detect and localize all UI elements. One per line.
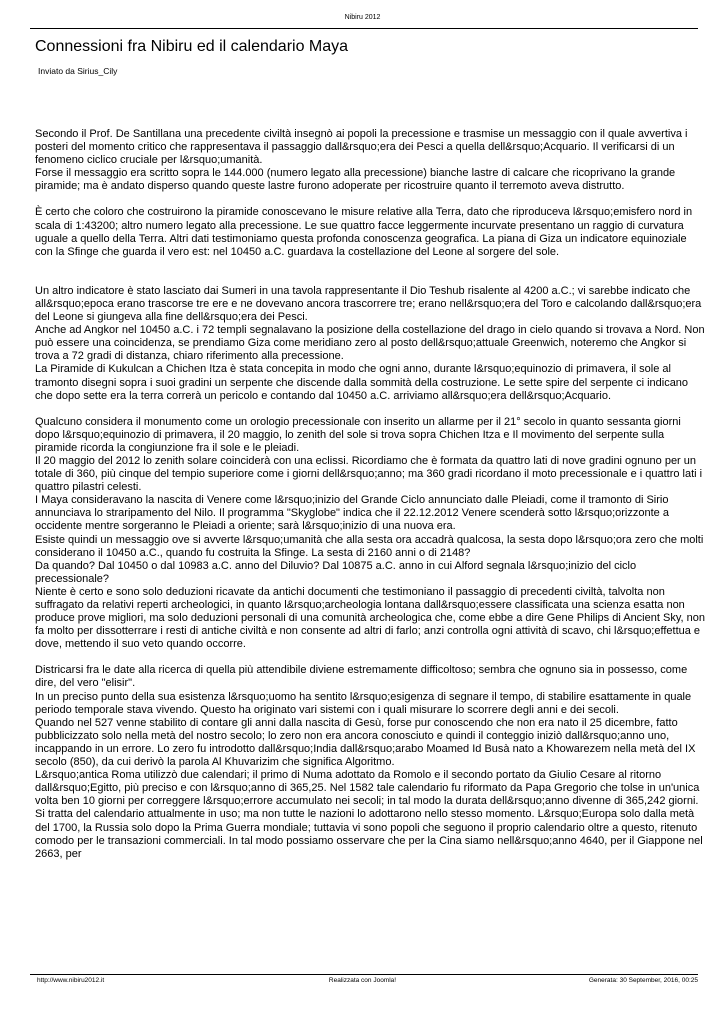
article-paragraph: È certo che coloro che costruirono la piramide conoscevano le misure relative alla Terra, dato che riproduceva l&rsquo;emisfero nord in scala di 1:43200; altro numero legato alla precessione. Le sue quattro facce leggermente incurvate presentano un raggio di curvatura uguale a quello della Terra. Altri dati testimoniamo questa profonda conoscenza geografica. La piana di Giza un indicatore equinoziale con la Sfinge che guarda il vero est: nel 10450 a.C. guardava la costellazione del Leone al sorgere del sole.: [35, 206, 693, 258]
article-body: [35, 128, 705, 874]
article-paragraph: Qualcuno considera il monumento come un orologio precessionale con inserito un allarme per il 21° secolo in quanto sessanta giorni dopo l&rsquo;equinozio di primavera, il 20 maggio, lo zenith del sole si trova sopra Chichen Itza e Il movimento del serpente sulla piramide ricorda la congiunzione fra il sole e le pleiadi. Il 20 maggio del 2012 lo zenith solare coinciderà con una eclissi. Ricordiamo che è formata da quattro lati di nove gradini ognuno per un totale di 360, più cinque del tempio superiore come i giorni dell&rsquo;anno; ma 360 gradi ricordano il moto precessionale e i quattro lati i quattro pilastri celesti. I Maya consideravano la nascita di Venere come l&rsquo;inizio del Grande Ciclo annunciato dalle Pleiadi, come il tramonto di Sirio annunciava lo straripamento del Nilo. Il programma "Skyglobe" indica che il 22.12.2012 Venere scenderà sotto l&rsquo;orizzonte a occidente mentre sorgeranno le Pleiadi a oriente; sarà l&rsquo;inizio di una nuova era. Esiste quindi un messaggio ove si avverte l&rsquo;umanità che alla sesta ora accadrà qualcosa, la sesta dopo l&rsquo;ora zero che molti considerano il 10450 a.C., quando fu costruita la Sfinge. La sesta di 2160 anni o di 2148? Da quando? Dal 10450 o dal 10983 a.C. anno del Diluvio? Dal 10875 a.C. anno in cui Alford segnala l&rsquo;inizio del ciclo precessionale? Niente è certo e sono solo deduzioni ricavate da antichi documenti che testimoniano il passaggio di precedenti civiltà, talvolta non suffragato da relativi reperti archeologici, in quanto l&rsquo;archeologia lontana dall&rsquo;essere classificata una scienza esatta non produce prove migliori, ma solo deduzioni personali di una comunità archeologica che, come ebbe a dire Gene Philips di Ancient Sky, non fa molto per dissotterrare i resti di antiche civiltà e non consente ad altri di farlo; anzi controlla ogni attività di scavo, chi l&rsquo;effettua e dove, mettendo il suo veto quando occorre.: [35, 415, 705, 651]
footer-site-url: http://www.nibiru2012.it: [37, 977, 105, 984]
article-title: Connessioni fra Nibiru ed il calendario Maya: [35, 38, 349, 55]
header-divider: [30, 28, 698, 29]
footer-generated-date: Generata: 30 September, 2016, 00:25: [588, 977, 698, 984]
footer-credit: Realizzata con Joomla!: [328, 977, 397, 984]
article-author: Inviato da Sirius_Cily: [38, 66, 118, 76]
article-paragraph: Districarsi fra le date alla ricerca di quella più attendibile diviene estremamente difficoltoso; sembra che ognuno sia in possesso, come dire, del vero "elisir". In un preciso punto della sua esistenza l&rsquo;uomo ha sentito l&rsquo;esigenza di segnare il tempo, di stabilire esattamente in quale periodo temporale stava vivendo. Questo ha originato vari sistemi con i quali misurare lo scorrere degli anni e dei secoli. Quando nel 527 venne stabilito di contare gli anni dalla nascita di Gesù, forse pur conoscendo che non era nato il 25 dicembre, fatto pubblicizzato solo nella metà del nostro secolo; lo zero non era ancora conosciuto e quindi il conteggio iniziò dall&rsquo;anno uno, incappando in un errore. Lo zero fu introdotto dall&rsquo;India dall&rsquo;arabo Moamed Id Busà nato a Khowarezem nella metà del IX secolo (850), da cui derivò la parola Al Khuvarizim che significa Algoritmo. L&rsquo;antica Roma utilizzò due calendari; il primo di Numa adottato da Romolo e il secondo portato da Giulio Cesare al ritorno dall&rsquo;Egitto, più preciso e con l&rsquo;anno di 365,25. Nel 1582 tale calendario fu riformato da Papa Gregorio che tolse in un'unica volta ben 10 giorni per correggere l&rsquo;errore accumulato nei secoli; in tal modo la durata dell&rsquo;anno divenne di 365,242 giorni. Si tratta del calendario attualmente in uso; ma non tutte le nazioni lo adottarono nello stesso momento. L&rsquo;Europa solo dalla metà del 1700, la Russia solo dopo la Prima Guerra mondiale; tuttavia vi sono popoli che seguono il proprio calendario oltre a questo, ritenuto comodo per le transazioni commerciali. In tal modo possiamo osservare che per la Cina siamo nell&rsquo;anno 4640, per il Giappone nel 2663, per: [35, 664, 703, 860]
footer-divider: [30, 974, 698, 975]
page-header-title: Nibiru 2012: [344, 14, 381, 21]
article-paragraph: Un altro indicatore è stato lasciato dai Sumeri in una tavola rappresentante il Dio Teshub risalente al 4200 a.C.; vi sarebbe indicato che all&rsquo;epoca erano trascorse tre ere e ne dovevano ancora trascorrere tre; erano nell&rsquo;era del Toro e calcolando dall&rsquo;era del Leone si giungeva alla fine dell&rsquo;era dei Pesci. Anche ad Angkor nel 10450 a.C. i 72 templi segnalavano la posizione della costellazione del drago in cielo quando si trovava a Nord. Non può essere una coincidenza, se prendiamo Giza come meridiano zero al posto dell&rsquo;attuale Greenwich, noteremo che Angkor si trova a 72 gradi di distanza, chiaro riferimento alla precessione. La Piramide di Kukulcan a Chichen Itza è stata concepita in modo che ogni anno, durante l&rsquo;equinozio di primavera, il sole al tramonto disegni sopra i suoi gradini un serpente che discende dalla sommità della costruzione. Le sette spire del serpente ci indicano che dopo sette era la terra correrà un pericolo e contando dal 10450 a.C. arriviamo all&rsquo;era dell&rsquo;Acquario.: [35, 284, 705, 402]
article-paragraph: Secondo il Prof. De Santillana una precedente civiltà insegnò ai popoli la precessione e trasmise un messaggio con il quale avvertiva i posteri del momento critico che rappresentava il passaggio dall&rsquo;era dei Pesci a quella dell&rsquo;Acquario. Il verificarsi di un fenomeno ciclico cruciale per l&rsquo;umanità. Forse il messaggio era scritto sopra le 144.000 (numero legato alla precessione) bianche lastre di calcare che ricoprivano la grande piramide; ma è andato disperso quando queste lastre furono adoperate per ricostruire quanto il terremoto aveva distrutto.: [35, 128, 688, 193]
